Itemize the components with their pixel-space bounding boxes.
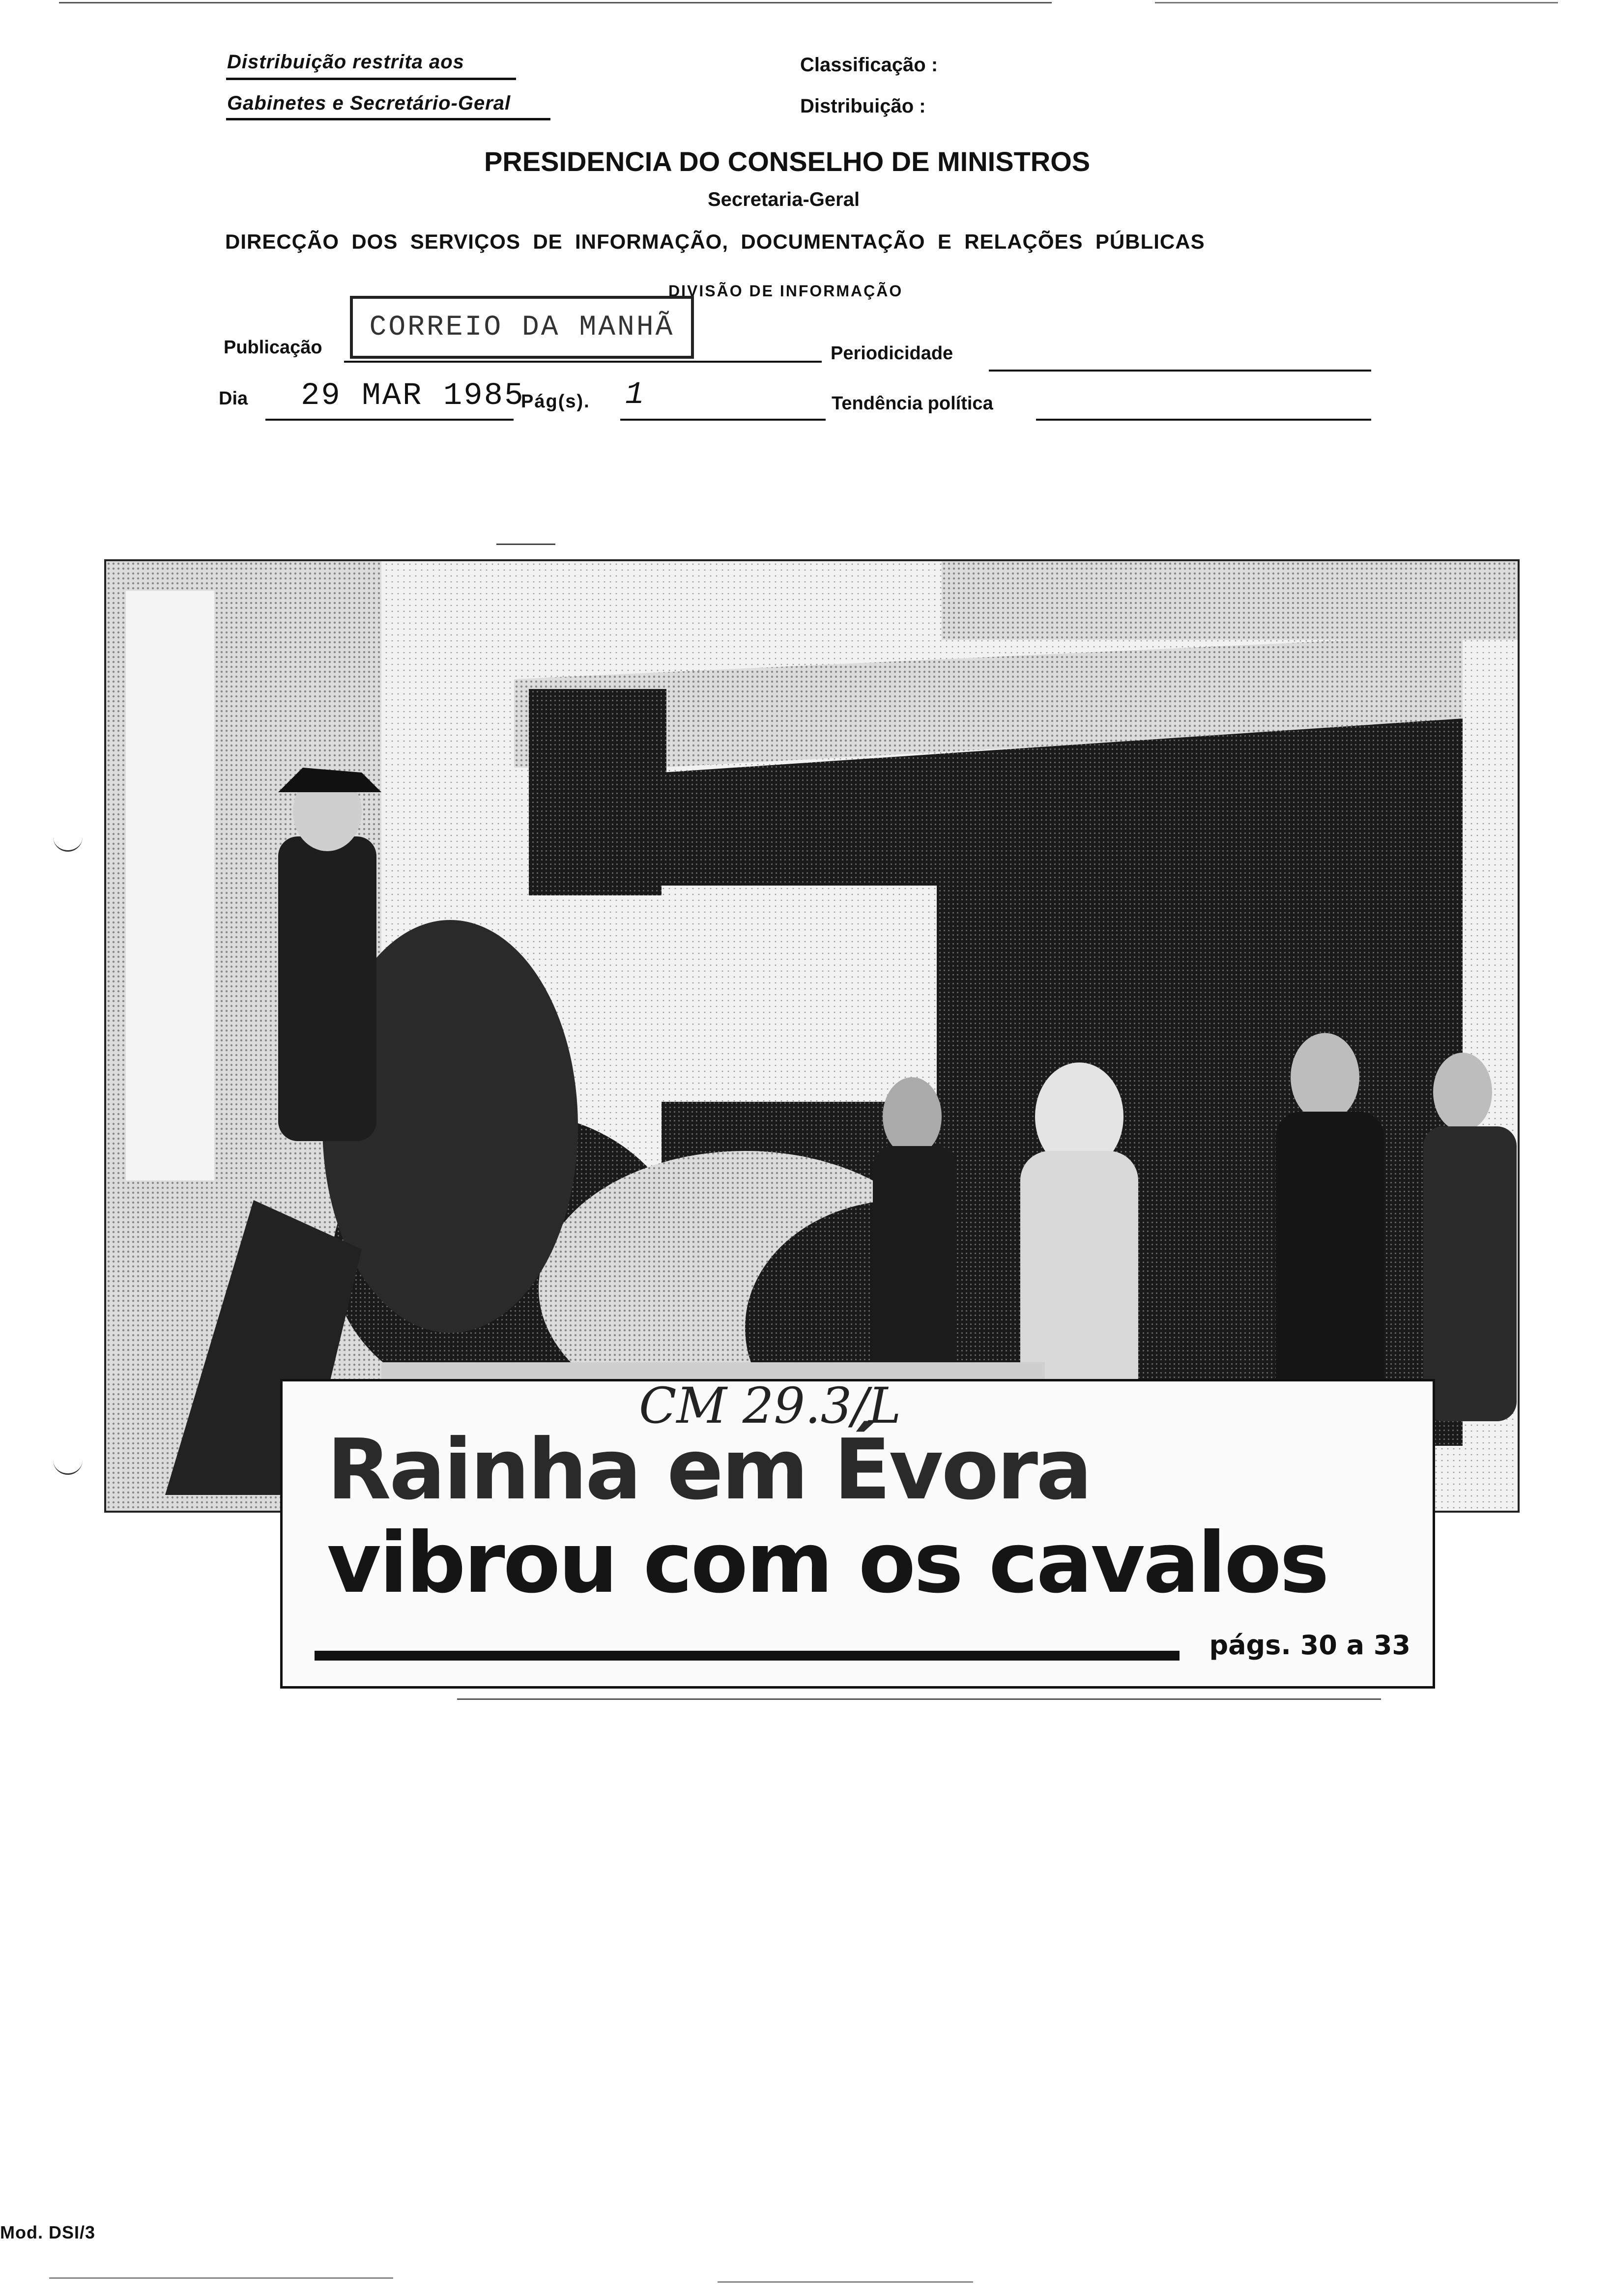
pages-underline bbox=[620, 419, 826, 421]
publication-label: Publicação bbox=[224, 337, 322, 358]
periodicity-underline bbox=[989, 370, 1371, 372]
pages-reference: págs. 30 a 33 bbox=[1209, 1630, 1410, 1661]
photo-illustration bbox=[106, 561, 1518, 1519]
handwritten-note: CM 29.3/L bbox=[639, 1377, 901, 1435]
headline-underline-bar bbox=[315, 1651, 1180, 1661]
restricted-distribution-line-2: Gabinetes e Secretário-Geral bbox=[227, 92, 511, 114]
margin-bracket-mark bbox=[53, 1454, 83, 1475]
organization-title: PRESIDENCIA DO CONSELHO DE MINISTROS bbox=[484, 146, 1091, 177]
date-underline bbox=[265, 419, 514, 421]
scan-mark bbox=[457, 1698, 1381, 1700]
division-title: DIVISÃO DE INFORMAÇÃO bbox=[668, 282, 903, 300]
headline-line-1: Rainha em Évora bbox=[327, 1421, 1091, 1519]
margin-bracket-mark bbox=[53, 831, 83, 852]
date-value: 29 MAR 1985 bbox=[301, 378, 525, 414]
form-code: Mod. DSI/3 bbox=[0, 2222, 96, 2242]
restricted-distribution-line-1: Distribuição restrita aos bbox=[227, 51, 464, 73]
restricted-underline-1 bbox=[226, 78, 516, 80]
newspaper-photo bbox=[104, 559, 1520, 1519]
publication-stamp bbox=[350, 296, 694, 359]
periodicity-label: Periodicidade bbox=[831, 343, 953, 364]
distribution-label: Distribuição : bbox=[800, 95, 926, 117]
scan-edge-line-top-right bbox=[1155, 2, 1558, 3]
tendency-underline bbox=[1036, 419, 1371, 421]
tendency-label: Tendência política bbox=[832, 393, 993, 414]
classification-label: Classificação : bbox=[800, 54, 938, 76]
headline-line-2: vibrou com os cavalos bbox=[327, 1515, 1327, 1612]
scan-edge-line-bottom-right bbox=[718, 2281, 973, 2283]
restricted-underline-2 bbox=[226, 118, 550, 120]
pages-value: 1 bbox=[625, 377, 646, 413]
secretariat-title: Secretaria-Geral bbox=[708, 189, 860, 210]
directorate-title: DIRECÇÃO DOS SERVIÇOS DE INFORMAÇÃO, DOCUMENTAÇÃO E RELAÇÕES PÚBLICAS bbox=[225, 230, 1205, 253]
scan-mark bbox=[496, 544, 555, 545]
scan-edge-line-bottom bbox=[49, 2277, 393, 2279]
pages-label: Pág(s). bbox=[521, 391, 590, 412]
publication-stamp-text: CORREIO DA MANHÃ bbox=[369, 311, 675, 344]
publication-underline bbox=[344, 361, 822, 363]
day-label: Dia bbox=[219, 388, 248, 409]
scan-edge-line-top bbox=[59, 2, 1052, 3]
